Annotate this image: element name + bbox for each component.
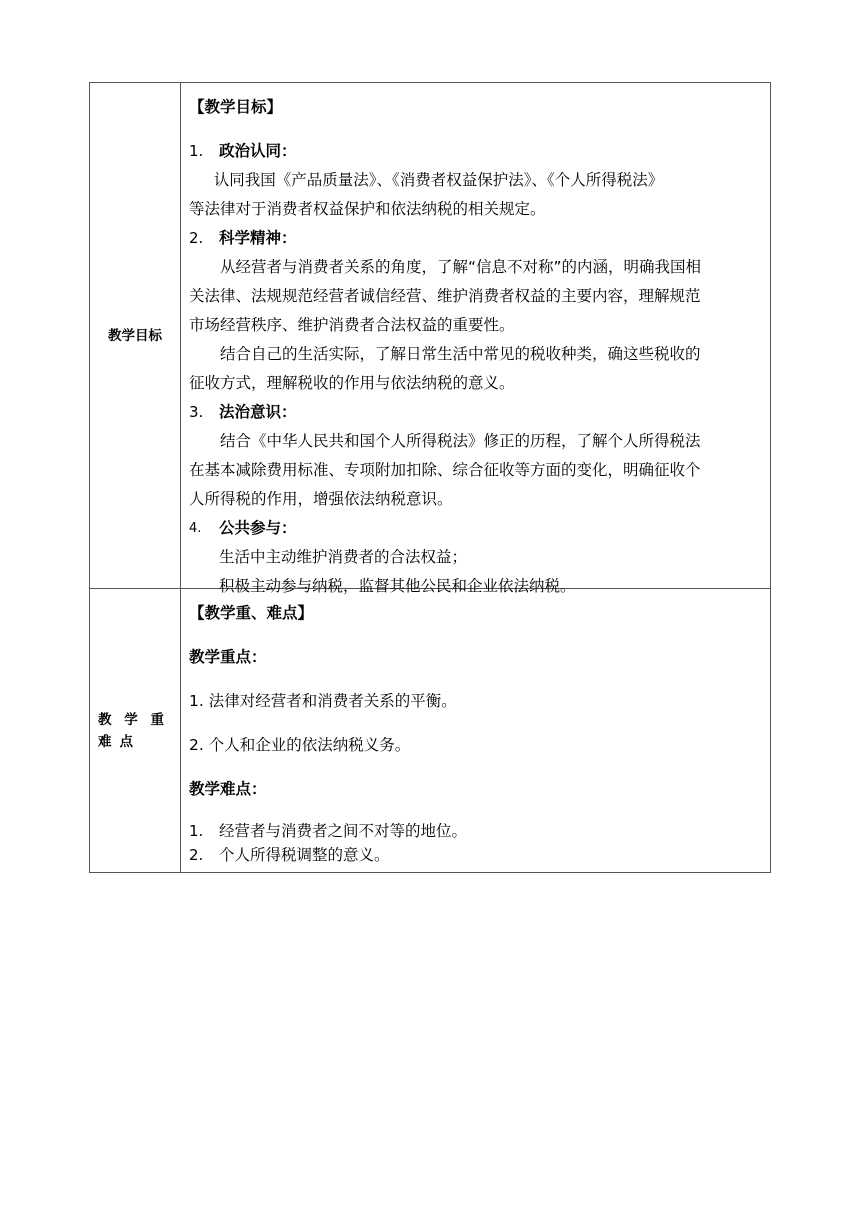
paragraph-line: 征收方式，理解税收的作用与依法纳税的意义。 [189, 374, 515, 392]
focus-item: 1. 法律对经营者和消费者关系的平衡。 [189, 692, 457, 710]
paragraph [189, 427, 762, 456]
paragraph [189, 340, 762, 369]
section-heading: 【教学目标】 [189, 98, 283, 116]
item-number: 2. [189, 846, 204, 864]
focus-item: 2. 个人和企业的依法纳税义务。 [189, 736, 411, 754]
item-number: 2. [189, 229, 204, 247]
paragraph-line: 结合自己的生活实际，了解日常生活中常见的税收种类，确这些税收的 [220, 345, 701, 363]
item-number: 1. [189, 142, 204, 160]
item-text: 经营者与消费者之间不对等的地位。 [219, 822, 468, 840]
item-title: 公共参与： [219, 519, 297, 537]
table-row [90, 589, 771, 873]
paragraph-line: 人所得税的作用，增强依法纳税意识。 [189, 490, 453, 508]
item-number: 1. [189, 822, 204, 840]
table-row [90, 83, 771, 589]
goal-item-heading [189, 137, 762, 166]
paragraph-line: 等法律对于消费者权益保护和依法纳税的相关规定。 [189, 200, 546, 218]
item-title: 科学精神： [219, 229, 297, 247]
row-label: 教学目标 [108, 327, 162, 344]
difficulty-item [189, 843, 762, 867]
paragraph-line: 积极主动参与纳税，监督其他公民和企业依法纳税。 [219, 577, 576, 595]
item-title: 政治认同： [219, 142, 297, 160]
row-label-cell [90, 589, 181, 873]
item-number: 3. [189, 403, 204, 421]
item-title: 法治意识： [219, 403, 297, 421]
item-text: 个人所得税调整的意义。 [219, 846, 390, 864]
row-label-cell [90, 83, 181, 589]
lesson-plan-table [89, 82, 771, 873]
paragraph-line: 生活中主动维护消费者的合法权益； [219, 548, 468, 566]
paragraph-line: 结合《中华人民共和国个人所得税法》修正的历程，了解个人所得税法 [220, 432, 701, 450]
goal-item-heading [189, 224, 762, 253]
section-heading: 【教学重、难点】 [189, 604, 314, 622]
teaching-focus [181, 589, 770, 872]
difficulty-title: 教学难点： [189, 780, 267, 798]
row-label: 教学重难点 [98, 711, 172, 750]
difficulty-item [189, 819, 762, 843]
item-number: 4. [189, 521, 202, 536]
paragraph [189, 166, 762, 195]
paragraph [189, 253, 762, 282]
content-cell [181, 589, 771, 873]
paragraph-line: 从经营者与消费者关系的角度，了解“信息不对称”的内涵，明确我国相 [220, 258, 702, 276]
teaching-goals [181, 83, 770, 595]
paragraph-line: 市场经营秩序、维护消费者合法权益的重要性。 [189, 316, 515, 334]
focus-title: 教学重点： [189, 648, 267, 666]
content-cell [181, 83, 771, 595]
goal-item-heading [189, 514, 762, 543]
paragraph-line: 在基本减除费用标准、专项附加扣除、综合征收等方面的变化，明确征收个 [189, 461, 701, 479]
goal-item-heading [189, 398, 762, 427]
paragraph-line: 关法律、法规规范经营者诚信经营、维护消费者权益的主要内容，理解规范 [189, 287, 701, 305]
paragraph-line: 认同我国《产品质量法》、《消费者权益保护法》、《个人所得税法》 [213, 171, 664, 189]
